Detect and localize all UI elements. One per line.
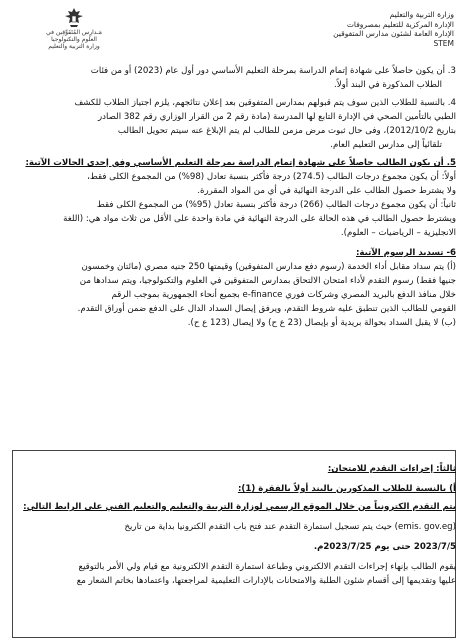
section-three-p2-line-1: (emis. gov.eg) حيث يتم تسجيل استمارة التقدم عند فتح باب التقدم الكترونيا بداية من تاريخ xyxy=(124,522,456,532)
item-6-a-line-3: خلال منافذ الدفع بالبريد المصري وشركات فوري e-finance بجميع أنحاء الجمهورية بموجب الرقم xyxy=(111,290,456,300)
ministry-logo xyxy=(40,6,108,50)
ministry-name: وزارة التربية والتعليم xyxy=(389,10,454,19)
item-5-heading: 5. أن يكون الطالب حاصلاً على شهادة إتمام الدراسة بمرحلة التعليم الأساسي وفق إحدى الحالات الآتية: xyxy=(25,158,456,168)
item-5-first-line-1: أولاً: أن يكون مجموع درجات الطالب (274.5) درجة فأكثر بنسبة تعادل (98%) من المجموع الكلى فقط، xyxy=(87,172,456,182)
logo-caption-line-1: مَـدارِس المُتَفَوِّقِين في العلوم والتكنولوجيا xyxy=(46,29,102,44)
document-body xyxy=(16,64,456,330)
section-three-p1: يتم التقدم الكترونياً من خلال الموقع الرسمي لوزارة التربية والتعليم والتعليم الفني على الرابط التالي: xyxy=(23,502,456,512)
item-4-line-3: بتاريخ 2012/10/2)، وفى حال ثبوت مرض مزمن للطالب لم يتم الإبلاغ عنه سيتم تحويل الطالب xyxy=(117,126,456,136)
item-5-second-line-2: ويشترط حصول الطالب في هذه الحالة على الدرجة النهائية في مادة واحدة على الأقل من ثلاث مواد هي: (اللغة xyxy=(63,214,456,224)
logo-caption xyxy=(40,29,108,51)
section-three xyxy=(16,462,456,588)
section-three-title: ثالثاً: إجراءات التقدم للامتحان: xyxy=(327,464,456,474)
header-text-block xyxy=(314,10,454,48)
item-4-line-2: الطبي بالتأمين الصحي في الإدارة التابع لها المدرسة (مادة رقم 2 من القرار الوزاري رقم 382 الصادر xyxy=(98,112,456,122)
section-three-p2-line-2: 2023/7/5 حتى يوم 2023/7/25م. xyxy=(313,542,456,552)
item-6-a-line-1: (أ) يتم سداد مقابل أداء الخدمة (رسوم دفع مدارس المتفوقين) وقيمتها 250 جنيه مصري (مائتان وخمسون xyxy=(81,262,456,272)
item-6-heading: 6- تسديد الرسوم الآتية: xyxy=(355,248,456,258)
letterhead xyxy=(0,4,468,60)
section-three-p3-line-2: عليها وتقديمها إلى أقسام شئون الطلبة والامتحانات بالإدارات التعليمية لمراجعتها، واعتمادها بخاتم الشعار مع xyxy=(76,576,456,586)
item-5-second-line-1: ثانياً: أن يكون مجموع درجات الطالب (266) درجة فأكثر بنسبة تعادل (95%) من المجموع الكلى فقط xyxy=(96,200,456,210)
item-5-first-line-2: ولا يشترط حصول الطالب على الدرجة النهائية في أي من المواد المقررة. xyxy=(197,186,456,196)
item-6-a-line-4: القومي للطالب الذين تنطبق عليه شروط التقدم، ويرفق إيصال السداد الدال على الدفع ضمن أوراق التقدم. xyxy=(77,304,456,314)
item-3-line-1: 3. أن يكون حاصلاً على شهادة إتمام الدراسة بمرحلة التعليم الأساسي دور أول عام (2023) أو من فئات xyxy=(90,66,456,76)
item-3-line-2: الطلاب المذكورة في البند أولاً. xyxy=(333,80,442,90)
logo-caption-line-2: وزارة التربية والتعليم xyxy=(48,43,100,51)
section-three-p3-line-1: يقوم الطالب بإنهاء إجراءات التقدم الالكتروني وطباعة استمارة التقدم الالكترونية مع قيام ولي الأمر بالتوقيع xyxy=(78,562,456,572)
item-4-line-1: 4. بالنسبة للطلاب الذين سوف يتم قبولهم بمدارس المتفوقين بعد إعلان نتائجهم، يلزم اجتياز الطلاب للكشف xyxy=(74,98,456,108)
section-three-sub-a: أ) بالنسبة للطلاب المذكورين بالبند أولاً بالفقرة (1): xyxy=(237,484,456,494)
eagle-emblem-icon xyxy=(62,6,86,30)
item-4-line-4: تلقائياً إلى مدارس التعليم العام. xyxy=(330,140,442,150)
item-6-a-line-2: جنيها فقط) رسوم التقدم لأداء امتحان الالتحاق بمدارس المتفوقين في العلوم والتكنولوجيا، ويتم سدادها من xyxy=(79,276,456,286)
item-5-second-line-3: الانجليزية – الرياضيات – العلوم). xyxy=(340,228,456,238)
directorate-name: الإدارة المركزية للتعليم بمصروفات xyxy=(346,19,454,29)
item-6-b: (ب) لا يقبل السداد بحوالة بريدية أو بإيصال (23 ع ح) ولا إيصال (123 ع ح). xyxy=(187,318,456,328)
stem-admin-name: الإدارة العامة لشئون مدارس المتفوقين STEM xyxy=(333,29,454,48)
